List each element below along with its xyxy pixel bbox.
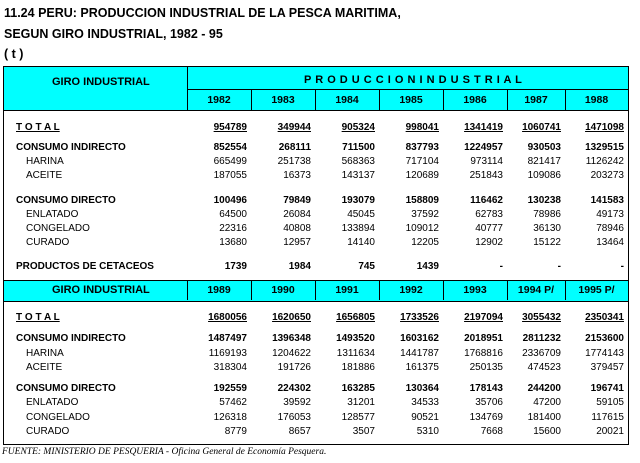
year-header: 1987 — [524, 94, 548, 106]
table-cell: 250135 — [469, 362, 503, 373]
table-cell: 143137 — [341, 170, 375, 181]
table-cell: 251843 — [469, 170, 503, 181]
table-cell: 837793 — [405, 142, 439, 153]
giro-header-2: GIRO INDUSTRIAL — [52, 284, 150, 296]
table-cell: 191726 — [277, 362, 311, 373]
year-header: 1983 — [271, 94, 295, 106]
table-cell: 39592 — [283, 397, 311, 408]
table-cell: 2336709 — [522, 348, 561, 359]
table-cell: 2811232 — [522, 333, 561, 344]
row-label: CONGELADO — [26, 412, 90, 423]
table-cell: 12902 — [475, 237, 503, 248]
table-cell: 79849 — [283, 195, 311, 206]
table-cell: 8779 — [224, 426, 247, 437]
table-cell: 16373 — [283, 170, 311, 181]
table-cell: 1471098 — [585, 122, 624, 133]
table-cell: 1680056 — [208, 312, 247, 323]
table-cell: 109086 — [527, 170, 561, 181]
table-cell: 203273 — [590, 170, 624, 181]
table-cell: 1984 — [288, 261, 311, 272]
table-cell: 2197094 — [464, 312, 503, 323]
table-cell: 1493520 — [336, 333, 375, 344]
table-cell: 8657 — [288, 426, 311, 437]
table-cell: 100496 — [213, 195, 247, 206]
year-header: 1990 — [271, 284, 295, 296]
table-cell: 973114 — [470, 156, 503, 167]
table-cell: 40777 — [475, 223, 503, 234]
table-cell: 905324 — [341, 122, 375, 133]
table-cell: 268111 — [278, 142, 311, 153]
table-cell: 474523 — [527, 362, 561, 373]
table-cell: 163285 — [341, 383, 375, 394]
table-cell: 1774143 — [585, 348, 624, 359]
table-cell: 1739 — [224, 261, 247, 272]
table-cell: 3507 — [352, 426, 375, 437]
table-cell: 244200 — [527, 383, 561, 394]
table-cell: 20021 — [596, 426, 624, 437]
table-cell: 62783 — [475, 209, 503, 220]
table-cell: 12957 — [283, 237, 311, 248]
year-header: 1982 — [207, 94, 231, 106]
row-label: HARINA — [26, 348, 64, 359]
year-header: 1994 P/ — [517, 284, 555, 296]
table-cell: 193079 — [341, 195, 375, 206]
row-label: T O T A L — [16, 312, 60, 323]
table-cell: 187055 — [213, 170, 247, 181]
table-cell: 7668 — [480, 426, 503, 437]
table-cell: 2018951 — [464, 333, 503, 344]
row-label: ACEITE — [26, 362, 63, 373]
row-label: CONSUMO INDIRECTO — [16, 142, 126, 153]
table-cell: 126318 — [213, 412, 247, 423]
table-cell: 821417 — [527, 156, 561, 167]
table-cell: 117615 — [591, 412, 624, 423]
table-cell: 349944 — [277, 122, 311, 133]
table-cell: 14140 — [347, 237, 375, 248]
row-label: ENLATADO — [26, 397, 79, 408]
year-header: 1995 P/ — [578, 284, 615, 296]
table-cell: 130238 — [527, 195, 561, 206]
table-cell: 181400 — [527, 412, 561, 423]
row-label: T O T A L — [16, 122, 60, 133]
table-cell: 178143 — [469, 383, 503, 394]
table-cell: 930503 — [527, 142, 561, 153]
table-cell: 852554 — [213, 142, 247, 153]
table-cell: 1224957 — [464, 142, 503, 153]
row-label: CONSUMO INDIRECTO — [16, 333, 126, 344]
table-cell: 998041 — [405, 122, 439, 133]
table-cell: 13464 — [596, 237, 624, 248]
table-cell: 176053 — [277, 412, 311, 423]
table-cell: - — [620, 261, 624, 272]
table-cell: 13680 — [219, 237, 247, 248]
row-label: ACEITE — [26, 170, 63, 181]
table-cell: 133894 — [341, 223, 375, 234]
table-cell: 130364 — [405, 383, 439, 394]
table-cell: 1341419 — [464, 122, 503, 133]
table-cell: 196741 — [590, 383, 624, 394]
table-cell: 1204622 — [272, 348, 311, 359]
divider — [187, 89, 628, 90]
table-cell: 3055432 — [522, 312, 561, 323]
table-cell: 224302 — [277, 383, 311, 394]
table-cell: 161375 — [405, 362, 439, 373]
table-cell: 90521 — [411, 412, 439, 423]
table-cell: 15600 — [533, 426, 561, 437]
table-cell: 141583 — [590, 195, 624, 206]
table-cell: 2350341 — [585, 312, 624, 323]
source-note: FUENTE: MINISTERIO DE PESQUERIA - Oficina General de Economía Pesquera. — [2, 447, 327, 457]
table-cell: 37592 — [411, 209, 439, 220]
table-cell: 59105 — [596, 397, 624, 408]
year-header: 1986 — [463, 94, 487, 106]
table-cell: 1060741 — [522, 122, 561, 133]
row-label: CURADO — [26, 426, 70, 437]
row-label: CONSUMO DIRECTO — [16, 195, 116, 206]
table-cell: 1311634 — [336, 348, 375, 359]
year-header: 1989 — [207, 284, 231, 296]
table-cell: 181886 — [341, 362, 375, 373]
table-cell: - — [557, 261, 561, 272]
table-cell: 78946 — [596, 223, 624, 234]
year-header: 1992 — [399, 284, 423, 296]
table-cell: 745 — [358, 261, 375, 272]
table-cell: - — [499, 261, 503, 272]
table-cell: 1169193 — [208, 348, 247, 359]
table-cell: 568363 — [341, 156, 375, 167]
table-cell: 116462 — [470, 195, 503, 206]
table-cell: 192559 — [213, 383, 247, 394]
table-cell: 1656805 — [336, 312, 375, 323]
table-cell: 251738 — [277, 156, 311, 167]
table-cell: 15122 — [533, 237, 561, 248]
table-title-line-1: 11.24 PERU: PRODUCCION INDUSTRIAL DE LA PESCA MARITIMA, — [4, 6, 401, 20]
table-cell: 120689 — [405, 170, 439, 181]
year-header: 1993 — [463, 284, 487, 296]
row-label: ENLATADO — [26, 209, 79, 220]
table-cell: 47200 — [533, 397, 561, 408]
row-label: PRODUCTOS DE CETACEOS — [16, 261, 154, 272]
table-cell: 1487497 — [208, 333, 247, 344]
table-cell: 1126242 — [585, 156, 624, 167]
table-cell: 954789 — [213, 122, 247, 133]
row-label: CONGELADO — [26, 223, 90, 234]
table-cell: 1603162 — [400, 333, 439, 344]
table-cell: 318304 — [213, 362, 247, 373]
year-header: 1991 — [335, 284, 359, 296]
table-cell: 36130 — [533, 223, 561, 234]
table-cell: 379457 — [590, 362, 624, 373]
table-cell: 109012 — [405, 223, 439, 234]
year-header: 1988 — [584, 94, 609, 106]
table-cell: 22316 — [219, 223, 247, 234]
table-unit: ( t ) — [4, 47, 24, 61]
table-cell: 57462 — [219, 397, 247, 408]
table-cell: 1396348 — [272, 333, 311, 344]
table-cell: 35706 — [475, 397, 503, 408]
table-cell: 1329515 — [585, 142, 624, 153]
table-cell: 34533 — [411, 397, 439, 408]
table-cell: 1620650 — [272, 312, 311, 323]
table-cell: 665499 — [213, 156, 247, 167]
table-cell: 1768816 — [464, 348, 503, 359]
table-cell: 45045 — [347, 209, 375, 220]
table-cell: 711500 — [342, 142, 375, 153]
table-cell: 26084 — [283, 209, 311, 220]
table-cell: 1441787 — [400, 348, 439, 359]
table-cell: 12205 — [411, 237, 439, 248]
table-cell: 717104 — [405, 156, 439, 167]
table-cell: 31201 — [347, 397, 375, 408]
table-cell: 49173 — [596, 209, 624, 220]
table-cell: 1733526 — [400, 312, 439, 323]
table-cell: 78986 — [533, 209, 561, 220]
giro-header-1: GIRO INDUSTRIAL — [52, 76, 150, 88]
row-label: HARINA — [26, 156, 64, 167]
table-cell: 40808 — [283, 223, 311, 234]
row-label: CONSUMO DIRECTO — [16, 383, 116, 394]
table-cell: 134769 — [469, 412, 503, 423]
table-cell: 64500 — [219, 209, 247, 220]
table-cell: 2153600 — [585, 333, 624, 344]
produccion-header: P R O D U C C I O N I N D U S T R I A L — [304, 74, 523, 86]
row-label: CURADO — [26, 237, 70, 248]
table-cell: 1439 — [416, 261, 439, 272]
data-table — [3, 66, 629, 445]
table-title-line-2: SEGUN GIRO INDUSTRIAL, 1982 - 95 — [4, 27, 223, 41]
table-cell: 5310 — [416, 426, 439, 437]
year-header: 1984 — [335, 94, 359, 106]
table-cell: 128577 — [341, 412, 375, 423]
year-header: 1985 — [399, 94, 423, 106]
table-cell: 158809 — [405, 195, 439, 206]
